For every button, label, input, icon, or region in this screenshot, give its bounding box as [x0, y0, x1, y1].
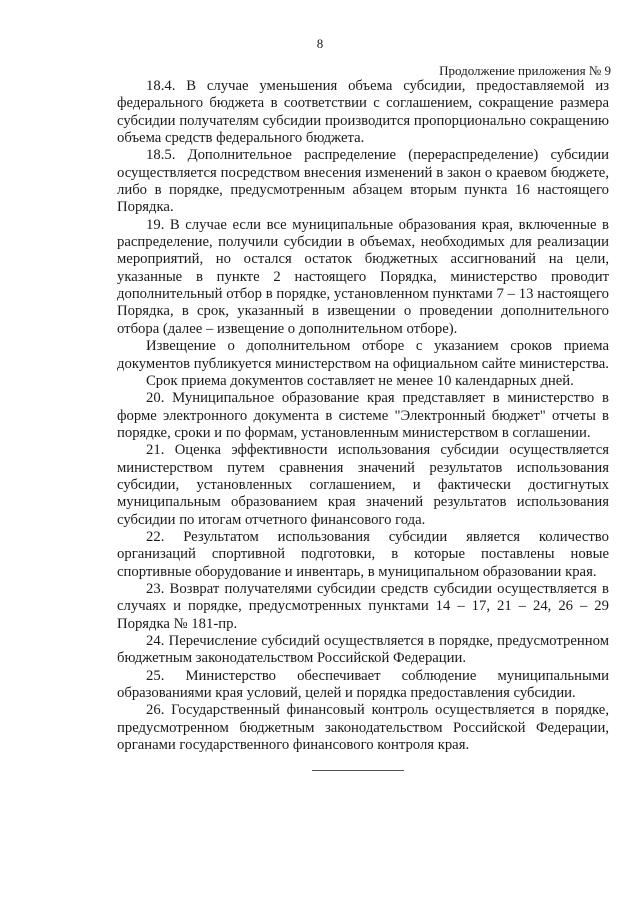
paragraph-23: 23. Возврат получателями субсидии средств субсидии осуществляется в случаях и порядке, предусмотренных пунктами 14 – 17, 21 – 24, 26 – 29 Порядка № 181-пр. [117, 580, 609, 632]
paragraph-18-4: 18.4. В случае уменьшения объема субсидии, предоставляемой из федерального бюджета в соответствии с соглашением, сокращение размера субсидии получателям субсидии производится пропорционально сокращению объема средств федерального бюджета. [117, 78, 609, 147]
appendix-continuation-note: Продолжение приложения № 9 [439, 63, 611, 78]
document-body [117, 78, 609, 754]
paragraph-notice-publication: Извещение о дополнительном отборе с указанием сроков приема документов публикуется министерством на официальном сайте министерства. [117, 338, 609, 372]
paragraph-18-5: 18.5. Дополнительное распределение (перераспределение) субсидии осуществляется посредством внесения изменений в закон о краевом бюджете, либо в порядке, предусмотренным абзацем вторым пункта 16 настоящего Порядка. [117, 147, 609, 216]
end-of-document-divider [312, 770, 404, 771]
paragraph-19: 19. В случае если все муниципальные образования края, включенные в распределение, получили субсидии в объемах, необходимых для реализации мероприятий, но остался остаток бюджетных ассигнований на цели, указанные в пункте 2 настоящего Порядка, министерство проводит дополнительный отбор в порядке, установленном пунктами 7 – 13 настоящего Порядка, в срок, указанный в извещении о проведении дополнительного отбора (далее – извещение о дополнительном отборе). [117, 216, 609, 337]
paragraph-25: 25. Министерство обеспечивает соблюдение муниципальными образованиями края условий, целей и порядка предоставления субсидии. [117, 667, 609, 702]
paragraph-21: 21. Оценка эффективности использования субсидии осуществляется министерством путем сравнения значений результатов использования субсидии, установленных соглашением, и фактически достигнутых муниципальным образованием края значений результатов использования субсидии по итогам отчетного финансового года. [117, 442, 609, 528]
paragraph-document-period: Срок приема документов составляет не менее 10 календарных дней. [146, 372, 574, 389]
paragraph-22: 22. Результатом использования субсидии является количество организаций спортивной подготовки, в которые поставлены новые спортивные оборудование и инвентарь, в муниципальном образовании края. [117, 528, 609, 580]
paragraph-20: 20. Муниципальное образование края представляет в министерство в форме электронного документа в системе "Электронный бюджет" отчеты в порядке, сроки и по формам, установленным министерством в соглашении. [117, 390, 609, 441]
paragraph-26: 26. Государственный финансовый контроль осуществляется в порядке, предусмотренном бюджетным законодательством Российской Федерации, органами государственного финансового контроля края. [117, 702, 609, 754]
page-number: 8 [316, 36, 324, 51]
paragraph-24: 24. Перечисление субсидий осуществляется в порядке, предусмотренном бюджетным законодательством Российской Федерации. [117, 633, 609, 667]
